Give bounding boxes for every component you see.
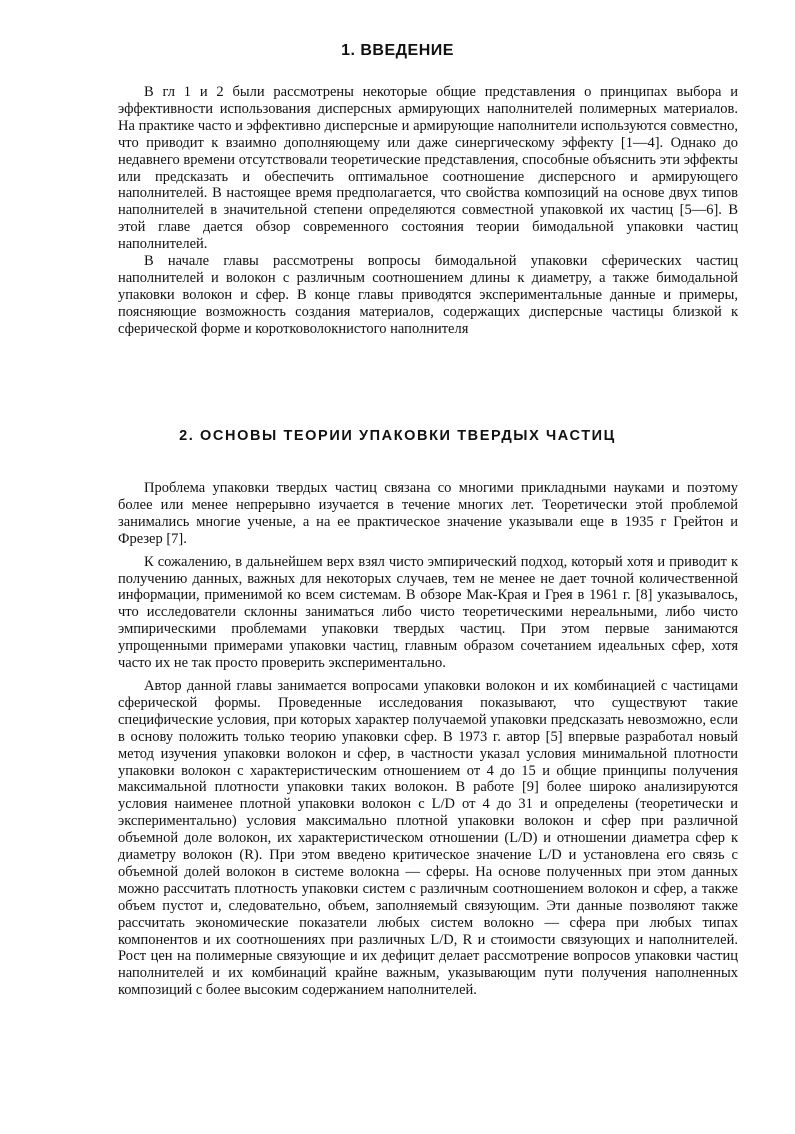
section-1-body — [118, 84, 738, 338]
section-1-heading: 1. ВВЕДЕНИЕ — [341, 42, 454, 59]
paragraph: К сожалению, в дальнейшем верх взял чисто эмпирический подход, который хотя и приводит к получению данных, важных для некоторых случаев, тем не менее не дает точной количественной информации, применимой ко всем системам. В обзоре Мак-Края и Грея в 1961 г. [8] указывалось, что исследователи склонны заниматься либо чисто теоретическими нереальными, либо чисто эмпирическими проблемами упаковки твердых частиц. При этом первые занимаются упрощенными примерами упаковки частиц, главным образом сочетанием идеальных сфер, хотя часто их не так просто проверить экспериментально. — [118, 553, 738, 672]
paragraph: В гл 1 и 2 были рассмотрены некоторые общие представления о принципах выбора и эффективности использования дисперсных армирующих наполнителей полимерных материалов. На практике часто и эффективно дисперсные и армирующие наполнители используются совместно, что приводит к взаимно дополняющему или даже синергическому эффекту [1—4]. Однако до недавнего времени отсутствовали теоретические представления, способные объяснить эти эффекты или предсказать и обеспечить оптимальное соотношение дисперсного и армирующего наполнителей. В настоящее время предполагается, что свойства композиций на основе двух типов наполнителей в значительной степени определяются совместной упаковкой их частиц [5—6]. В этой главе дается обзор современного состояния теории бимодальной упаковки частиц наполнителей. — [118, 84, 738, 253]
section-2-body — [118, 480, 738, 999]
paragraph: Проблема упаковки твердых частиц связана со многими прикладными науками и поэтому более или менее непрерывно изучается в течение многих лет. Теоретически этой проблемой занимались многие ученые, а на ее практическое значение указывали еще в 1935 г Грейтон и Фрезер [7]. — [118, 480, 738, 547]
paragraph: Автор данной главы занимается вопросами упаковки волокон и их комбинацией с частицами сферической формы. Проведенные исследования показывают, что существуют такие специфические условия, при которых характер получаемой упаковки предсказать невозможно, если в основу положить только теорию упаковки сфер. В 1973 г. автор [5] впервые разработал новый метод изучения упаковки волокон и сфер, в частности указал условия минимальной плотности упаковки волокон с характеристическим отношением от 4 до 15 и общие принципы получения максимальной плотности упаковки таких волокон. В работе [9] более широко анализируются условия наименее плотной упаковки волокон с L/D от 4 до 31 и определены (теоретически и экспериментально) условия максимально плотной упаковки волокон и сфер при различной объемной доле волокон, их характеристическом отношении (L/D) и отношении диаметра сфер к диаметру волокон (R). При этом введено критическое значение L/D и установлена его связь с объемной долей волокон в системе волокна — сферы. На основе полученных при этом данных можно рассчитать плотность упаковки систем с различным соотношением волокон и сфер, а также объем пустот и, следовательно, объем, заполняемый связующим. Эти данные позволяют также рассчитать экономические показатели любых систем волокно — сфера при любых типах компонентов и их соотношениях при различных L/D, R и стоимости связующих и наполнителей. Рост цен на полимерные связующие и их дефицит делает рассмотрение вопросов упаковки частиц наполнителей и их комбинаций крайне важным, указывающим пути получения наполненных композиций с более высоким содержанием наполнителей. — [118, 677, 738, 999]
section-2-heading: 2. ОСНОВЫ ТЕОРИИ УПАКОВКИ ТВЕРДЫХ ЧАСТИЦ — [179, 428, 616, 444]
paragraph: В начале главы рассмотрены вопросы бимодальной упаковки сферических частиц наполнителей и волокон с различным соотношением длины к диаметру, а также бимодальной упаковки волокон и сфер. В конце главы приводятся экспериментальные данные и примеры, поясняющие возможность создания материалов, содержащих дисперсные частицы близкой к сферической форме и коротковолокнистого наполнителя — [118, 253, 738, 337]
